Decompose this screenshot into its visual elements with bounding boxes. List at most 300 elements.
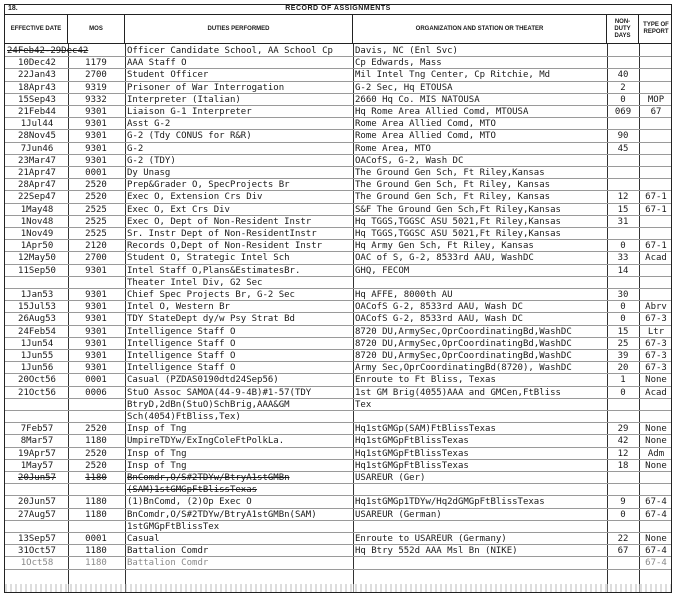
record-of-assignments-form xyxy=(4,4,672,593)
duties-cell: G-2 (TDY) xyxy=(127,155,176,166)
table-row xyxy=(5,94,671,106)
report-type-cell: 67 xyxy=(650,107,662,117)
mos-cell: 9301 xyxy=(85,290,107,300)
duties-cell: (1)BnComd, (2)Op Exec O xyxy=(127,497,252,508)
duties-cell: AAA Staff O xyxy=(127,58,187,69)
table-row xyxy=(5,204,671,216)
duties-cell: UmpireTDYw/ExIngColeFtPolkLa. xyxy=(127,436,285,447)
date-cell: 10Dec42 xyxy=(18,58,56,69)
organization-cell: Hq AFFE, 8000th AU xyxy=(355,290,453,300)
organization-cell: 8720 DU,ArmySec,OprCoordinatingBd,WashDC xyxy=(355,338,572,349)
duties-cell: Asst G-2 xyxy=(127,119,171,130)
table-row xyxy=(5,252,671,264)
report-type-cell: Ltr xyxy=(647,326,665,337)
date-cell: 11Sep50 xyxy=(18,265,56,276)
duties-cell: Intelligence Staff O xyxy=(127,338,236,349)
date-cell: 20Jun57 xyxy=(18,497,56,508)
non-duty-days-cell: 25 xyxy=(617,338,629,349)
report-type-cell xyxy=(641,289,671,301)
report-type-cell xyxy=(641,130,671,142)
mos-cell: 2520 xyxy=(85,448,107,459)
table-row xyxy=(5,509,671,521)
date-cell xyxy=(7,484,67,496)
mos-cell: 1179 xyxy=(85,58,107,69)
date-cell: 1Jan53 xyxy=(20,290,54,300)
non-duty-days-cell: 22 xyxy=(617,534,629,544)
date-cell: 7Feb57 xyxy=(20,424,54,435)
mos-cell: 1180 xyxy=(85,497,107,508)
organization-cell: USAREUR (German) xyxy=(355,509,442,520)
duties-cell: G-2 (Tdy CONUS for R&R) xyxy=(127,131,252,142)
non-duty-days-cell xyxy=(609,472,637,484)
form-item-number: 18. xyxy=(8,5,18,12)
duties-cell: StuO Assoc SAMOA(44-9-4B)#1-57(TDY xyxy=(127,387,312,398)
organization-cell xyxy=(355,277,605,289)
duties-cell: Student O, Strategic Intel Sch xyxy=(127,253,290,264)
date-cell: 1Nov48 xyxy=(20,216,54,227)
header-type-of-report: TYPE OF REPORT xyxy=(639,15,672,44)
report-type-cell xyxy=(641,216,671,228)
date-cell: 15Sep43 xyxy=(18,94,56,105)
date-cell xyxy=(7,277,67,289)
mos-cell xyxy=(69,399,123,411)
date-cell xyxy=(7,411,67,423)
organization-cell: Hq Army Gen Sch, Ft Riley, Kansas xyxy=(355,241,534,252)
organization-cell: OACofS G-2, 8533rd AAU, Wash DC xyxy=(355,302,523,313)
organization-cell: G-2 Sec, Hq ETOUSA xyxy=(355,82,453,93)
date-cell: 13Sep57 xyxy=(18,534,56,544)
organization-cell: Davis, NC (Enl Svc) xyxy=(355,46,458,56)
table-row xyxy=(5,191,671,203)
duties-cell: (SAM)1stGMGpFtBlissTexas xyxy=(127,485,258,496)
non-duty-days-cell: 30 xyxy=(617,290,629,300)
date-cell: 26Aug53 xyxy=(18,314,56,325)
report-type-cell: None xyxy=(645,436,667,447)
date-cell: 8Mar57 xyxy=(20,436,54,447)
date-cell: 22Sep47 xyxy=(18,192,56,203)
date-cell: 24Feb42-29Dec42 xyxy=(7,46,89,56)
date-cell: 23Mar47 xyxy=(18,155,56,166)
organization-cell: 8720 DU,ArmySec,OprCoordinatingBd,WashDC xyxy=(355,326,572,337)
report-type-cell: Acad xyxy=(645,253,667,264)
non-duty-days-cell xyxy=(609,118,637,130)
table-row xyxy=(5,362,671,374)
mos-cell: 9301 xyxy=(85,363,107,374)
duties-cell: 1stGMGpFtBlissTex xyxy=(127,521,220,532)
table-row xyxy=(5,448,671,460)
non-duty-days-cell: 20 xyxy=(617,363,629,374)
mos-cell: 2520 xyxy=(85,180,107,191)
table-row xyxy=(5,326,671,338)
organization-cell: The Ground Gen Sch, Ft Riley, Kansas xyxy=(355,180,551,191)
duties-cell: Battalion Comdr xyxy=(127,546,209,557)
table-row xyxy=(5,521,671,533)
organization-cell: Hq1stGMGp1TDYw/Hq2dGMGpFtBlissTexas xyxy=(355,497,545,508)
non-duty-days-cell: 0 xyxy=(620,387,626,398)
table-row xyxy=(5,545,671,557)
mos-cell: 0001 xyxy=(85,168,107,178)
mos-cell: 9301 xyxy=(85,302,107,313)
form-title: RECORD OF ASSIGNMENTS xyxy=(285,5,391,12)
duties-cell: Intelligence Staff O xyxy=(127,363,236,374)
date-cell: 1Jun54 xyxy=(20,338,54,349)
table-row xyxy=(5,82,671,94)
table-row xyxy=(5,69,671,81)
date-cell: 12May50 xyxy=(18,253,56,264)
report-type-cell xyxy=(641,521,671,533)
organization-cell: Hq TGGS,TGGSC ASU 5021,Ft Riley,Kansas xyxy=(355,216,561,227)
mos-cell: 1180 xyxy=(85,546,107,557)
report-type-cell: 67-3 xyxy=(645,338,667,349)
table-row xyxy=(5,423,671,435)
report-type-cell: 67-1 xyxy=(645,241,667,252)
non-duty-days-cell: 9 xyxy=(620,497,626,508)
date-cell: 1Jul44 xyxy=(20,119,54,130)
report-type-cell xyxy=(641,484,671,496)
mos-cell: 9301 xyxy=(85,143,107,154)
date-cell xyxy=(7,399,67,411)
non-duty-days-cell xyxy=(609,228,637,240)
date-cell: 1Apr50 xyxy=(20,241,54,252)
non-duty-days-cell xyxy=(609,155,637,167)
organization-cell xyxy=(355,411,605,423)
table-row xyxy=(5,435,671,447)
organization-cell: Rome Area Allied Comd, MTO xyxy=(355,131,496,142)
duties-cell: Exec O, Ext Crs Div xyxy=(127,204,230,215)
mos-cell: 1180 xyxy=(85,509,107,520)
non-duty-days-cell xyxy=(609,179,637,191)
duties-cell: Officer Candidate School, AA School Cp xyxy=(127,46,333,56)
table-row xyxy=(5,411,671,423)
duties-cell: Chief Spec Projects Br, G-2 Sec xyxy=(127,290,295,300)
form-title-bar xyxy=(5,5,671,15)
mos-cell xyxy=(69,277,123,289)
non-duty-days-cell: 67 xyxy=(617,546,629,557)
duties-cell: Battalion Comdr xyxy=(127,558,209,569)
duties-cell: Sr. Instr Dept of Non-ResidentInstr xyxy=(127,229,317,239)
date-cell: 28Apr47 xyxy=(18,180,56,191)
report-type-cell: None xyxy=(645,534,667,544)
mos-cell: 2120 xyxy=(85,241,107,252)
non-duty-days-cell xyxy=(609,57,637,69)
report-type-cell: 67-1 xyxy=(645,192,667,203)
non-duty-days-cell xyxy=(609,557,637,569)
report-type-cell: Acad xyxy=(645,387,667,398)
duties-cell: Exec O, Dept of Non-Resident Instr xyxy=(127,216,312,227)
mos-cell: 1180 xyxy=(85,436,107,447)
non-duty-days-cell: 18 xyxy=(617,460,629,471)
non-duty-days-cell: 0 xyxy=(620,302,626,313)
date-cell: 15Jul53 xyxy=(18,302,56,313)
non-duty-days-cell: 31 xyxy=(617,216,629,227)
table-row xyxy=(5,472,671,484)
table-row xyxy=(5,167,671,179)
non-duty-days-cell xyxy=(609,399,637,411)
duties-cell: Records O,Dept of Non-Resident Instr xyxy=(127,241,323,252)
date-cell: 1May48 xyxy=(20,204,54,215)
organization-cell: Hq1stGMGp(SAM)FtBlissTexas xyxy=(355,424,496,435)
organization-cell: Hq1stGMGpFtBlissTexas xyxy=(355,460,469,471)
mos-cell: 0001 xyxy=(85,375,107,386)
organization-cell: Mil Intel Tng Center, Cp Ritchie, Md xyxy=(355,70,551,81)
duties-cell: Dy Unasg xyxy=(127,168,171,178)
organization-cell: OACofS G-2, 8533rd AAU, Wash DC xyxy=(355,314,523,325)
organization-cell: Rome Area, MTO xyxy=(355,143,431,154)
mos-cell: 9301 xyxy=(85,119,107,130)
report-type-cell: None xyxy=(645,460,667,471)
table-row xyxy=(5,533,671,545)
mos-cell: 2700 xyxy=(85,70,107,81)
duties-cell: Interpreter (Italian) xyxy=(127,94,241,105)
organization-cell: The Ground Gen Sch, Ft Riley, Kansas xyxy=(355,192,551,203)
report-type-cell xyxy=(641,167,671,179)
date-cell: 28Nov45 xyxy=(18,131,56,142)
report-type-cell: 67-4 xyxy=(645,497,667,508)
organization-cell: Hq Rome Area Allied Comd, MTOUSA xyxy=(355,107,529,117)
non-duty-days-cell xyxy=(609,411,637,423)
non-duty-days-cell: 40 xyxy=(617,70,629,81)
table-row xyxy=(5,557,671,569)
mos-cell: 9319 xyxy=(85,82,107,93)
organization-cell: 1st GM Brig(4055)AAA and GMCen,FtBliss xyxy=(355,387,561,398)
date-cell: 1May57 xyxy=(20,460,54,471)
date-cell: 1Nov49 xyxy=(20,229,54,239)
date-cell: 19Apr57 xyxy=(18,448,56,459)
duties-cell: Sch(4054)FtBliss,Tex) xyxy=(127,412,241,422)
table-row xyxy=(5,277,671,289)
header-mos: MOS xyxy=(68,15,125,44)
mos-cell xyxy=(69,411,123,423)
non-duty-days-cell: 0 xyxy=(620,314,626,325)
organization-cell: Enroute to USAREUR (Germany) xyxy=(355,534,507,544)
mos-cell: 2525 xyxy=(85,229,107,239)
non-duty-days-cell: 12 xyxy=(617,192,629,203)
duties-cell: Prisoner of War Interrogation xyxy=(127,82,285,93)
non-duty-days-cell xyxy=(609,45,637,57)
table-row xyxy=(5,387,671,399)
organization-cell xyxy=(355,557,605,569)
organization-cell: GHQ, FECOM xyxy=(355,265,410,276)
table-row xyxy=(5,484,671,496)
report-type-cell xyxy=(641,179,671,191)
organization-cell xyxy=(355,484,605,496)
table-row xyxy=(5,301,671,313)
mos-cell: 9301 xyxy=(85,314,107,325)
header-duties: DUTIES PERFORMED xyxy=(125,15,353,44)
report-type-cell: 67-3 xyxy=(645,363,667,374)
mos-cell: 9301 xyxy=(85,265,107,276)
table-row xyxy=(5,240,671,252)
non-duty-days-cell: 29 xyxy=(617,424,629,435)
non-duty-days-cell: 15 xyxy=(617,326,629,337)
duties-cell: Insp of Tng xyxy=(127,424,187,435)
date-cell: 1Oct58 xyxy=(20,558,54,569)
date-cell: 21Feb44 xyxy=(18,107,56,117)
date-cell: 21Oct56 xyxy=(18,387,56,398)
table-row xyxy=(5,313,671,325)
report-type-cell xyxy=(641,143,671,155)
organization-cell: OAC of S, G-2, 8533rd AAU, WashDC xyxy=(355,253,534,264)
duties-cell: G-2 xyxy=(127,143,144,154)
report-type-cell: Adm xyxy=(647,448,665,459)
report-type-cell xyxy=(641,82,671,94)
date-cell: 27Aug57 xyxy=(18,509,56,520)
report-type-cell: 67-4 xyxy=(645,509,667,520)
table-row xyxy=(5,338,671,350)
mos-cell: 2700 xyxy=(85,253,107,264)
organization-cell: 8720 DU,ArmySec,OprCoordinatingBd,WashDC xyxy=(355,351,572,361)
duties-cell: Intel O, Western Br xyxy=(127,302,230,313)
table-row xyxy=(5,460,671,472)
report-type-cell xyxy=(641,45,671,57)
report-type-cell xyxy=(641,277,671,289)
mos-cell: 9301 xyxy=(85,338,107,349)
mos-cell: 9301 xyxy=(85,351,107,361)
mos-cell: 2525 xyxy=(85,216,107,227)
report-type-cell: 67-4 xyxy=(645,546,667,557)
non-duty-days-cell: 12 xyxy=(617,448,629,459)
organization-cell: Hq1stGMGpFtBlissTexas xyxy=(355,448,469,459)
non-duty-days-cell: 0 xyxy=(620,241,626,252)
report-type-cell: Abrv xyxy=(645,302,667,313)
non-duty-days-cell: 14 xyxy=(617,265,629,276)
report-type-cell xyxy=(641,399,671,411)
report-type-cell: None xyxy=(645,375,667,386)
duties-cell: Intelligence Staff O xyxy=(127,326,236,337)
report-type-cell: 67-3 xyxy=(645,314,667,325)
report-type-cell: MOP xyxy=(647,94,665,105)
date-cell: 7Jun46 xyxy=(20,143,54,154)
table-row xyxy=(5,265,671,277)
date-cell: 21Apr47 xyxy=(18,168,56,178)
table-row xyxy=(5,216,671,228)
table-row xyxy=(5,143,671,155)
mos-cell: 1180 xyxy=(85,558,107,569)
duties-cell: Theater Intel Div, G2 Sec xyxy=(127,277,263,288)
duties-cell: Intelligence Staff O xyxy=(127,351,236,361)
mos-cell xyxy=(69,484,123,496)
report-type-cell: 67-4 xyxy=(645,558,667,569)
mos-cell: 0001 xyxy=(85,534,107,544)
organization-cell: Tex xyxy=(355,399,372,410)
report-type-cell: None xyxy=(645,424,667,435)
non-duty-days-cell: 90 xyxy=(617,131,629,142)
report-type-cell: 67-3 xyxy=(645,351,667,361)
date-cell xyxy=(7,521,67,533)
report-type-cell xyxy=(641,228,671,240)
non-duty-days-cell: 33 xyxy=(617,253,629,264)
duties-cell: Casual xyxy=(127,534,160,544)
duties-cell: Intel Staff O,Plans&EstimatesBr. xyxy=(127,265,301,276)
date-cell: 1Jun56 xyxy=(20,363,54,374)
duties-cell: Prep&Grader O, SpecProjects Br xyxy=(127,180,290,191)
header-non-duty-days: NON-DUTY DAYS xyxy=(607,15,639,44)
table-row xyxy=(5,57,671,69)
table-row xyxy=(5,496,671,508)
date-cell: 20Jun57 xyxy=(18,473,56,483)
non-duty-days-cell: 39 xyxy=(617,351,629,361)
mos-cell: 9332 xyxy=(85,94,107,105)
duties-cell: TDY StateDept dy/w Psy Strat Bd xyxy=(127,314,295,325)
report-type-cell xyxy=(641,118,671,130)
duties-cell: BnComdr,O/S#2TDYw/BtryA1stGMBn xyxy=(127,473,290,483)
mos-cell: 9301 xyxy=(85,155,107,166)
table-row xyxy=(5,106,671,118)
non-duty-days-cell: 42 xyxy=(617,436,629,447)
date-cell: 31Oct57 xyxy=(18,546,56,557)
organization-cell: S&F The Ground Gen Sch,Ft Riley,Kansas xyxy=(355,204,561,215)
report-type-cell xyxy=(641,265,671,277)
non-duty-days-cell: 069 xyxy=(614,107,632,117)
duties-cell: BnComdr,O/S#2TDYw/BtryA1stGMBn(SAM) xyxy=(127,509,317,520)
mos-cell: 2520 xyxy=(85,424,107,435)
mos-cell xyxy=(69,521,123,533)
mos-cell: 1180 xyxy=(85,473,107,483)
organization-cell: The Ground Gen Sch, Ft Riley,Kansas xyxy=(355,168,545,178)
organization-cell: Cp Edwards, Mass xyxy=(355,58,442,69)
organization-cell xyxy=(355,521,605,533)
header-organization: ORGANIZATION AND STATION OR THEATER xyxy=(353,15,607,44)
mos-cell: 2520 xyxy=(85,460,107,471)
report-type-cell: 67-1 xyxy=(645,204,667,215)
table-row xyxy=(5,228,671,240)
organization-cell: Enroute to Ft Bliss, Texas xyxy=(355,375,496,386)
non-duty-days-cell: 15 xyxy=(617,204,629,215)
non-duty-days-cell: 2 xyxy=(620,82,626,93)
non-duty-days-cell xyxy=(609,521,637,533)
duties-cell: Exec O, Extension Crs Div xyxy=(127,192,263,203)
date-cell: 24Feb54 xyxy=(18,326,56,337)
report-type-cell xyxy=(641,411,671,423)
organization-cell: Army Sec,OprCoordinatingBd(8720), WashDC xyxy=(355,363,572,374)
non-duty-days-cell: 0 xyxy=(620,509,626,520)
duties-cell: Student Officer xyxy=(127,70,209,81)
date-cell: 1Jun55 xyxy=(20,351,54,361)
mos-cell: 2525 xyxy=(85,204,107,215)
table-row xyxy=(5,118,671,130)
scan-noise xyxy=(5,584,671,592)
mos-cell: 9301 xyxy=(85,326,107,337)
report-type-cell xyxy=(641,69,671,81)
organization-cell: USAREUR (Ger) xyxy=(355,473,426,483)
table-row xyxy=(5,350,671,362)
duties-cell: Liaison G-1 Interpreter xyxy=(127,107,252,117)
table-row xyxy=(5,289,671,301)
duties-cell: Insp of Tng xyxy=(127,448,187,459)
duties-cell: Casual (PZDAS0190dtd24Sep56) xyxy=(127,375,279,386)
organization-cell: Rome Area Allied Comd, MTO xyxy=(355,119,496,130)
table-row xyxy=(5,155,671,167)
organization-cell: Hq Btry 552d AAA Msl Bn (NIKE) xyxy=(355,546,518,557)
non-duty-days-cell xyxy=(609,484,637,496)
non-duty-days-cell: 0 xyxy=(620,94,626,105)
report-type-cell xyxy=(641,472,671,484)
organization-cell: 2660 Hq Co. MIS NATOUSA xyxy=(355,94,480,105)
table-row xyxy=(5,399,671,411)
organization-cell: Hq1stGMGpFtBlissTexas xyxy=(355,436,469,447)
table-row xyxy=(5,374,671,386)
mos-cell: 9301 xyxy=(85,107,107,117)
mos-cell: 9301 xyxy=(85,131,107,142)
report-type-cell xyxy=(641,57,671,69)
mos-cell: 0006 xyxy=(85,387,107,398)
report-type-cell xyxy=(641,155,671,167)
date-cell: 18Apr43 xyxy=(18,82,56,93)
non-duty-days-cell: 45 xyxy=(617,143,629,154)
non-duty-days-cell xyxy=(609,277,637,289)
date-cell: 22Jan43 xyxy=(18,70,56,81)
organization-cell: OACofS, G-2, Wash DC xyxy=(355,155,464,166)
